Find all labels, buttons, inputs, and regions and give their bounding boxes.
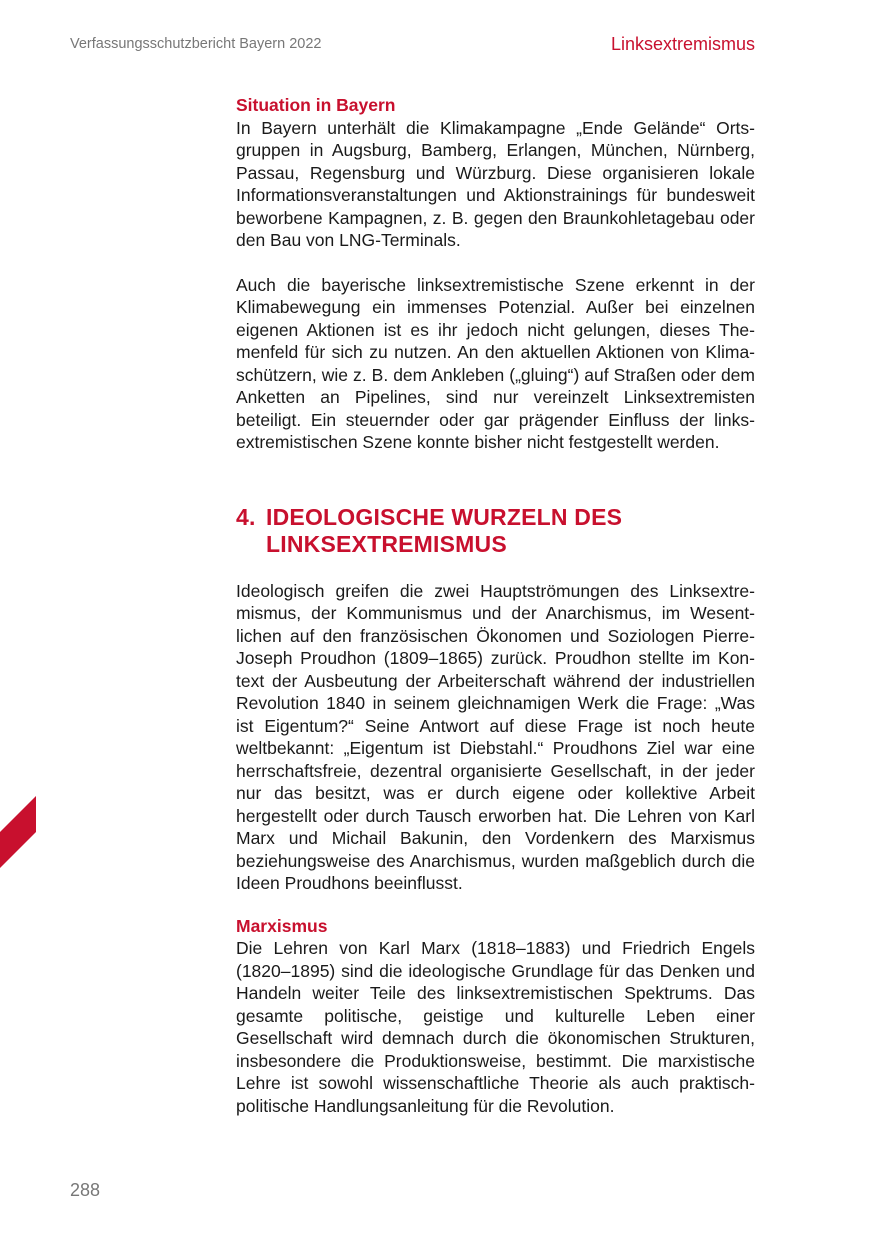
page-content (236, 94, 755, 1117)
chapter-number: 4. (236, 503, 256, 530)
section-heading-marxismus: Marxismus (236, 915, 328, 936)
chapter-title: IDEOLOGISCHE WURZELN DES LINKSEXTREMISMUS (266, 503, 623, 557)
running-header-chapter: Linksextremismus (610, 34, 755, 54)
paragraph-situation-1: In Bayern unterhält die Klimakampagne „Ende Gelände“ Ortsgruppen in Augsburg, Bamberg, Erlangen, München, Nürnberg, Passau, Regensburg und Würzburg. Diese organisieren lokale Informationsveranstaltungen und Aktionstrainings für bundesweit beworbene Kampagnen, z. B. gegen den Braunkohletagebau oder den Bau von LNG-Terminals. (236, 117, 755, 250)
paragraph-ideological-roots: Ideologisch greifen die zwei Hauptströmungen des Linksextremismus, der Kommunismus und der Anarchismus, im Wesentlichen auf den französischen Ökonomen und Soziologen Pierre-Joseph Proudhon (1809–1865) zurück. Proudhon stellte im Kontext der Ausbeutung der Arbeiterschaft während der industriellen Revolution 1840 in seinem gleichnamigen Werk die Frage: „Was ist Eigentum?“ Seine Antwort auf diese Frage ist noch heute weltbekannt: „Eigentum ist Diebstahl.“ Proudhons Ziel war eine herrschaftsfreie, dezentral organisierte Gesellschaft, in der jeder nur das besitzt, was er durch eigene oder kollektive Arbeit hergestellt oder durch Tausch erworben hat. Die Lehren von Karl Marx und Michail Bakunin, den Vordenkern des Marxismus beziehungsweise des Anarchismus, wurden maßgeblich durch die Ideen Proudhons beeinflusst. (236, 580, 755, 893)
page-number: 288 (70, 1180, 101, 1200)
paragraph-marxismus: Die Lehren von Karl Marx (1818–1883) und Friedrich Engels (1820–1895) sind die ideologische Grundlage für das Denken und Handeln weiter Teile des linksextremistischen Spektrums. Das gesamte politische, geistige und kulturelle Leben einer Gesellschaft wird demnach durch die ökonomischen Strukturen, insbesondere die Produktionsweise, bestimmt. Die marxistische Lehre ist sowohl wissenschaftliche Theorie als auch praktisch-politische Handlungsanleitung für die Revolution. (236, 938, 755, 1116)
side-tab-marker (0, 796, 36, 868)
running-header-title: Verfassungsschutzbericht Bayern 2022 (70, 36, 322, 52)
paragraph-situation-2: Auch die bayerische linksextremistische Szene erkennt in der Klimabewegung ein immenses Potenzial. Außer bei einzelnen eigenen Aktionen ist es ihr jedoch nicht gelungen, dieses Themenfeld für sich zu nutzen. An den aktuellen Aktionen von Klimaschützern, wie z. B. dem Ankleben („gluing“) auf Straßen oder dem Anketten an Pipelines, sind nur vereinzelt Linksextremisten beteiligt. Ein steuernder oder gar prägender Einfluss der linksextremistischen Szene konnte bisher nicht festgestellt werden. (236, 274, 755, 452)
chapter-heading (236, 504, 755, 558)
section-heading-situation: Situation in Bayern (236, 95, 396, 115)
